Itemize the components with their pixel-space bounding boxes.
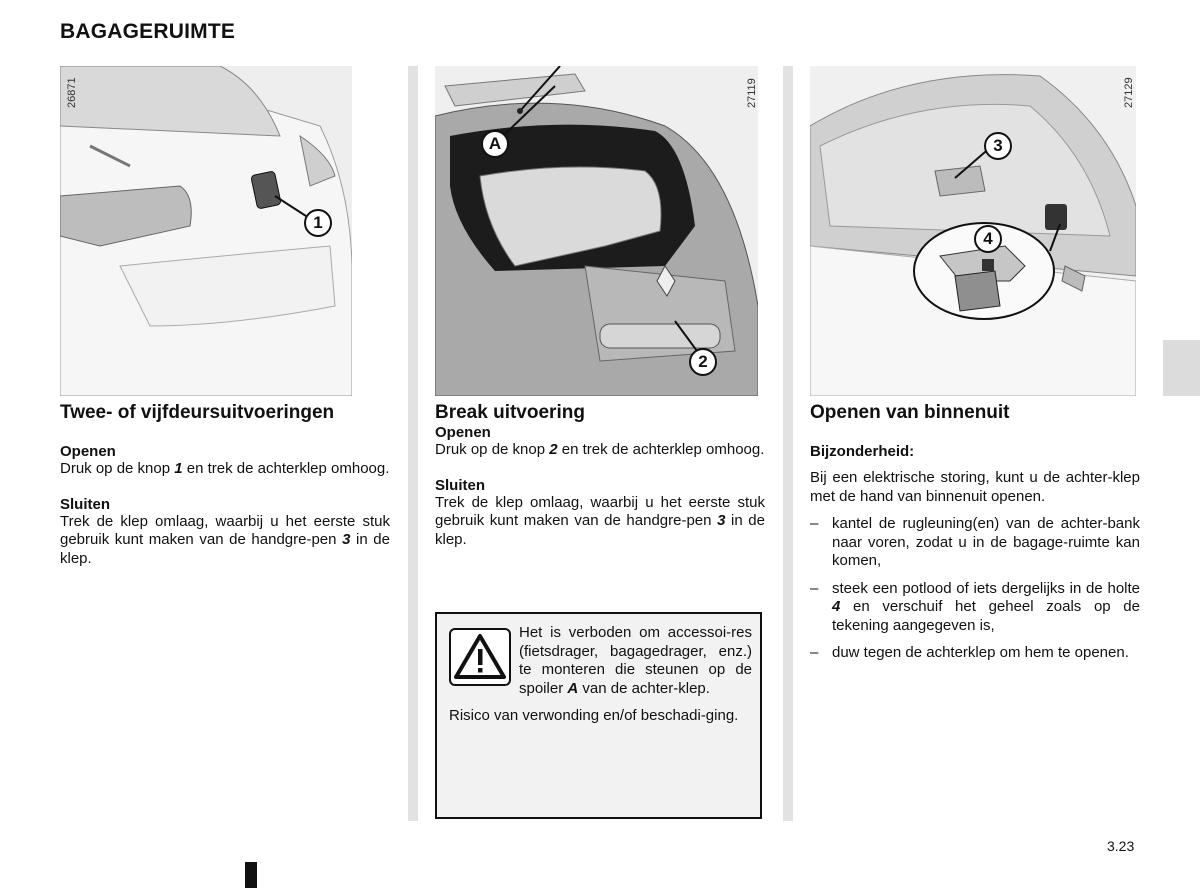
figure-hatchback-rear	[60, 66, 352, 396]
column-2-text	[435, 402, 765, 549]
warning-risk: Risico van verwonding en/of beschadi-ging.	[449, 707, 739, 724]
figure-break-rear	[435, 66, 758, 396]
warning-box	[435, 612, 762, 819]
list-item: – kantel de rugleuning(en) van de achter-bank naar voren, zodat u in de bagage-ruimte kan komen,	[810, 515, 1140, 569]
close-heading: Sluiten	[60, 495, 111, 513]
open-instruction: Druk op de knop 2 en trek de achterklep omhoog.	[435, 441, 765, 458]
column-divider	[408, 66, 418, 821]
callout-2: 2	[689, 348, 717, 376]
open-heading: Openen	[60, 443, 116, 460]
close-instruction: Trek de klep omlaag, waarbij u het eerste stuk gebruik kunt maken van de handgre-pen 3 in de klep.	[60, 512, 390, 567]
figure-id: 26871	[66, 77, 78, 108]
close-instruction: Trek de klep omlaag, waarbij u het eerste stuk gebruik kunt maken van de handgre-pen 3 in de klep.	[435, 493, 765, 548]
figure-id: 27119	[746, 78, 758, 108]
figure-tailgate-inside	[810, 66, 1136, 396]
column-3-text	[810, 402, 1140, 663]
list-item: – steek een potlood of iets dergelijks in de holte 4 en verschuif het geheel zoals op de tekening aangegeven is,	[810, 579, 1140, 634]
section-heading: Twee- of vijfdeursuitvoeringen	[60, 402, 335, 423]
bottom-marker	[245, 862, 257, 888]
callout-3: 3	[984, 132, 1012, 160]
intro-text: Bij een elektrische storing, kunt u de achter-klep met de hand van binnenuit openen.	[810, 469, 1140, 505]
special-heading: Bijzonderheid:	[810, 443, 915, 460]
tailgate-interior-illustration	[810, 66, 1136, 396]
callout-4: 4	[974, 225, 1002, 253]
section-heading: Openen van binnenuit	[810, 402, 1010, 423]
callout-a: A	[481, 130, 509, 158]
section-tab	[1163, 340, 1200, 396]
column-divider	[783, 66, 793, 821]
callout-1: 1	[304, 209, 332, 237]
page-number: 3.23	[1107, 838, 1135, 854]
close-heading: Sluiten	[435, 476, 486, 494]
list-item: – duw tegen de achterklep om hem te openen.	[810, 644, 1129, 661]
section-heading: Break uitvoering	[435, 402, 585, 423]
estate-illustration	[435, 66, 758, 396]
page-title: BAGAGERUIMTE	[60, 20, 236, 43]
column-1-text	[60, 402, 390, 568]
warning-text: Het is verboden om accessoi-res (fietsdrager, bagagedrager, enz.) te monteren die steunen op de spoiler A van de achter-klep. Risico van verwonding en/of beschadi-ging.	[449, 624, 752, 724]
open-heading: Openen	[435, 424, 491, 441]
figure-id: 27129	[1123, 77, 1135, 108]
open-instruction: Druk op de knop 1 en trek de achterklep omhoog.	[60, 460, 390, 477]
